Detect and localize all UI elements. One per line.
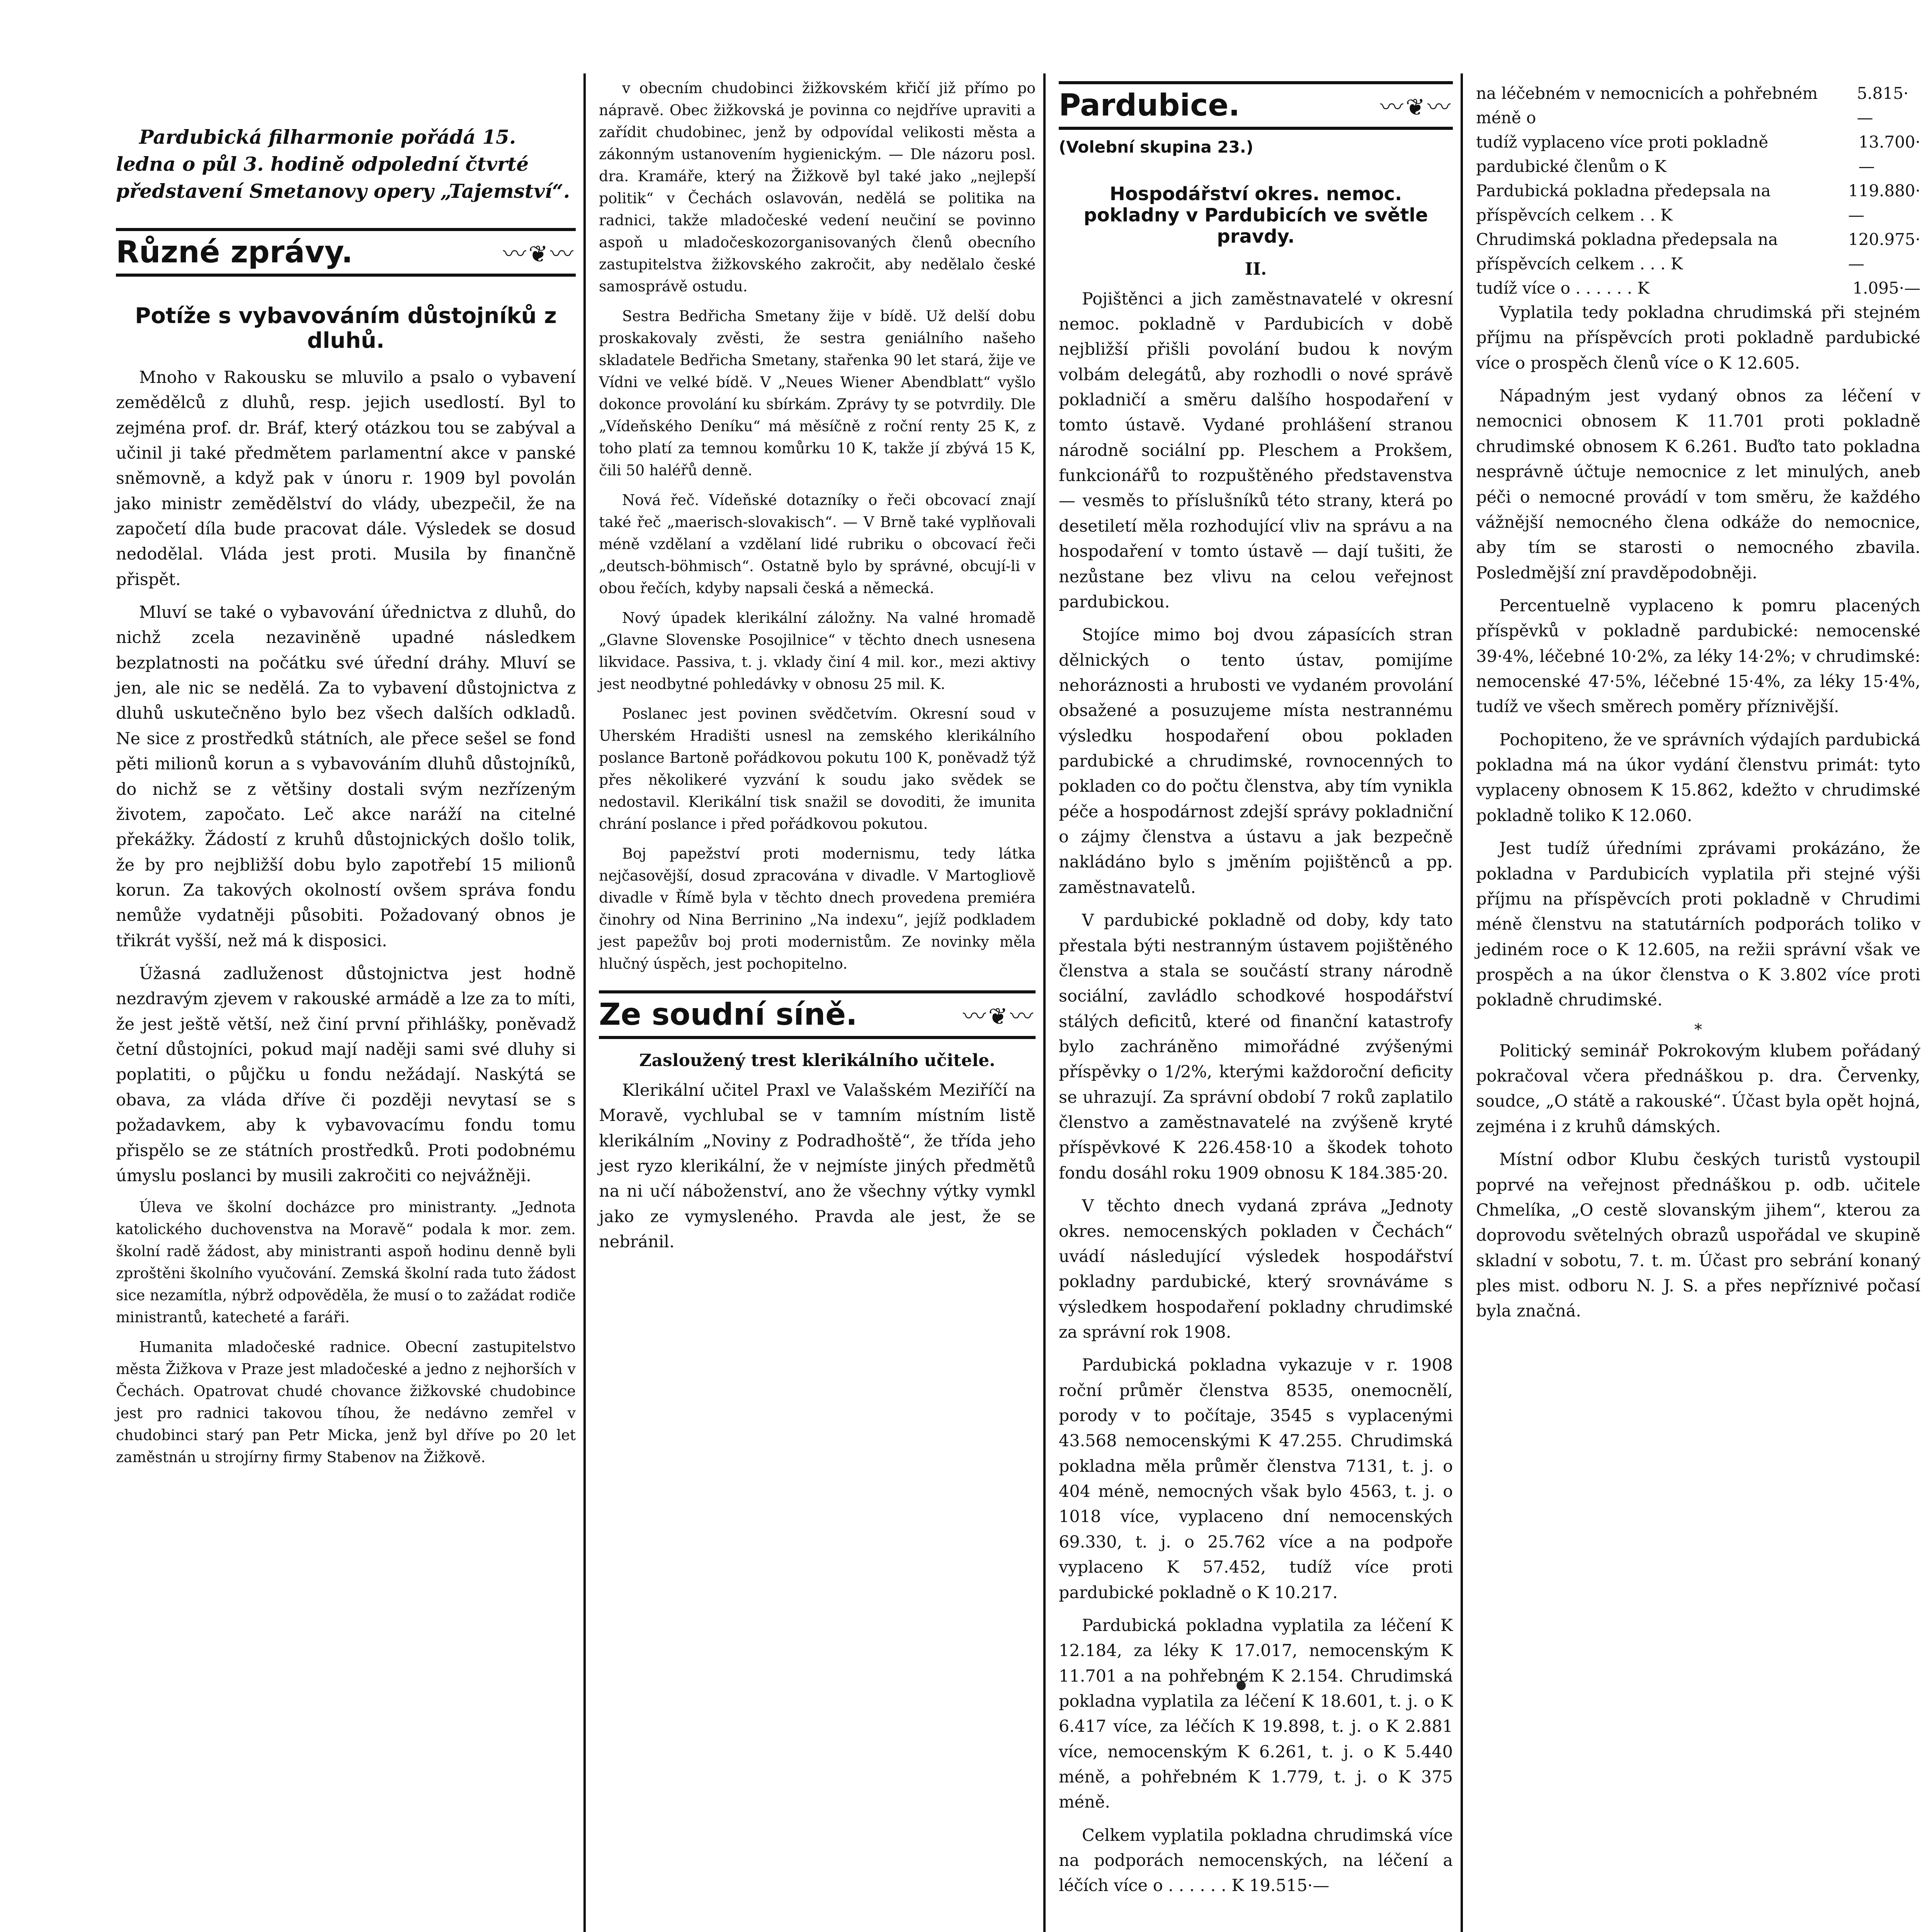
article-paragraph: V těchto dnech vydaná zpráva „Jednoty okres. nemocenských pokladen v Čechách“ uvádí následující výsledek hospodářství pokladny pardubické, který srovnáváme s výsledkem hospodaření pokladny chrudimské za správní rok 1908.	[1059, 1196, 1453, 1342]
article-paragraph: Humanita mladočeské radnice. Obecní zastupitelstvo města Žižkova v Praze jest mladočeské a jedno z nejhorších v Čechách. Opatrovat chudé chovance žižkovské chudobince jest pro radnici takovou tíhou, že nedávno zemřel v chudobinci starý pan Petr Micka, jenž byl dříve po 20 let zaměstnán u strojírny firmy Stabenov na Žižkově.	[116, 1338, 576, 1466]
article-paragraph: Poslanec jest povinen svědčetvím. Okresní soud v Uherském Hradišti usnesl na zemského klerikálního poslance Bartoně pořádkovou pokutu 100 K, poněvadž týž přes několikeré vyzvání k soudu jako svědek se nedostavil. Klerikální tisk snažil se dovoditi, že imunita chrání poslance i před pořádkovou pokutou.	[599, 705, 1036, 832]
row-value: 120.975·—	[1848, 230, 1920, 273]
article-paragraph: Úžasná zadluženost důstojnictva jest hodně nezdravým zjevem v rakouské armádě a lze za to míti, že jest ještě větší, než činí první přihlášky, poněvadž četní důstojníci, pokud mají naději sami své dluhy si poplatiti, o půjčku u fondu nežádají. Naskýtá se obava, za vláda dříve či později nevytasí se s požadavkem, aby k vybavovacímu fondu tomu přispělo se ze státních prostředků. Proti podobnému úmyslu poslanci by musili zakročiti co nejvážněji.	[116, 964, 576, 1185]
finance-table	[1476, 81, 1920, 300]
row-value: 119.880·—	[1848, 181, 1920, 224]
article-paragraph: Politický seminář Pokrokovým klubem pořádaný pokračoval včera přednáškou p. dra. Červenky, soudce, „O státě a rakouské“. Účast byla opět hojná, zejména i z kruhů dámských.	[1476, 1041, 1920, 1136]
section-subtag: (Volební skupina 23.)	[1059, 138, 1253, 156]
ornament-icon: 〰❦〰	[503, 241, 576, 268]
article-paragraph: Pardubická pokladna vykazuje v r. 1908 roční průměr členstva 8535, onemocnělí, porody v to počítaje, 3545 s vyplacenými 43.568 nemocenskými K 47.255. Chrudimská pokladna měla průměr členstva 7131, t. j. o 404 méně, nemocných však bylo 4563, t. j. o 1018 více, vyplaceno dní nemocenských 69.330, t. j. o 25.762 více a na podpoře vyplaceno K 57.452, tudíž více proti pardubické pokladně o K 10.217.	[1059, 1355, 1453, 1602]
article-heading: Potíže s vybavováním důstojníků z dluhů.	[135, 303, 557, 354]
article-paragraph: Jest tudíž úředními zprávami prokázáno, že pokladna v Pardubicích vyplatila při stejné výši příjmu na příspěvcích proti pokladně v Chrudimi méně členstvu na statutárních podporách toliko v jediném roce o K 12.605, na režii správní však ve prospěch a na úkor členstva o K 3.802 více proti pokladně chrudimské.	[1476, 839, 1920, 1010]
article-part-number: II.	[1245, 259, 1267, 279]
article-paragraph: Pardubická pokladna vyplatila za léčení K 12.184, za léky K 17.017, nemocenským K 11.701 a na pohřebném K 2.154. Chrudimská pokladna vyplatila za léčení K 18.601, t. j. o K 6.417 více, za léčích K 19.898, t. j. o K 2.881 více, nemocenským K 6.261, t. j. o K 5.440 méně, a pohřebném K 1.779, t. j. o K 375 méně.	[1059, 1616, 1453, 1812]
finance-row	[1476, 179, 1920, 227]
article-paragraph: Klerikální učitel Praxl ve Valašském Meziříčí na Moravě, vychlubal se v tamním místním listě klerikálním „Noviny z Podradhoště“, že třída jeho jest ryzo klerikální, že v nejmíste jiných předmětů na ni učí náboženství, ano že všechny výtky vymkl jako ze vymysleného. Pravda ale jest, že se nebránil.	[599, 1081, 1036, 1252]
section-banner-misc	[116, 228, 576, 277]
row-label: tudíž vyplaceno více proti pokladně pardubické členům o K	[1476, 133, 1769, 176]
article-paragraph: v obecním chudobinci žižkovském křičí již přímo po nápravě. Obec žižkovská je povinna co nejdříve upraviti a zařídit chudobinec, jenž by odpovídal velikosti města a zákonným ustanovením hygienickým. — Dle názoru posl. dra. Kramáře, který na Žižkově byl také jako „nejlepší politik“ v Čechách oslavován, nedělá se politika na radnici, takže mladočeské vedení neučiní se povinno aspoň u mladočeskozorganisovaných členů obecního zastupitelstva žižkovského zakročit, aby nedělalo české samosprávě ostudu.	[599, 80, 1036, 295]
article-paragraph: Nový úpadek klerikální záložny. Na valné hromadě „Glavne Slovenske Posojilnice“ v těchto dnech usnesena likvidace. Passiva, t. j. vklady činí 4 mil. kor., mezi aktivy jest neodbytné pohledávky v obnosu 25 mil. K.	[599, 609, 1036, 692]
row-label: Chrudimská pokladna předepsala na příspěvcích celkem . . . K	[1476, 230, 1778, 273]
row-value: 13.700·—	[1858, 133, 1920, 176]
column-4	[1464, 77, 1932, 1932]
finance-row	[1476, 227, 1920, 276]
row-label: Pardubická pokladna předepsala na příspěvcích celkem . . K	[1476, 181, 1771, 224]
column-2	[587, 77, 1047, 1932]
article-paragraph: Percentuelně vyplaceno k pomru placených příspěvků v pokladně pardubické: nemocenské 39·4%, léčebné 10·2%, za léky 14·2%; v chrudimské: nemocenské 47·5%, léčebné 15·4%, za léky 15·4%, tudíž ve všech směrech poměry příznivější.	[1476, 596, 1920, 717]
article-paragraph: Pojištěnci a jich zaměstnavatelé v okresní nemoc. pokladně v Pardubicích v době nejbližší přišli povolání budou k novým volbám delegátů, aby rozhodli o nové správě pokladničí a směru dalšího hospodaření v tomto ústavě. Vydané prohlášení stranou národně sociální pp. Pleschem a Prokšem, funkcionářů to rozpuštěného představenstva — vesměs to příslušníků této strany, která po desetiletí měla rozhodující vliv na správu a na hospodaření v tomto ústavě — dají tušiti, že nezůstane bez vlivu na celou veřejnost pardubickou.	[1059, 289, 1453, 612]
article-paragraph: Pochopiteno, že ve správních výdajích pardubická pokladna má na úkor vydání členstvu primát: tyto vyplaceny obnosem K 15.862, kdežto v chrudimské pokladně toliko K 12.060.	[1476, 730, 1920, 825]
article-heading: Zasloužený trest klerikálního učitele.	[639, 1051, 995, 1070]
article-heading: Hospodářství okres. nemoc. pokladny v Pardubicích ve světle pravdy.	[1083, 183, 1428, 248]
ornament-icon: 〰❦〰	[1380, 94, 1453, 121]
column-1	[104, 77, 587, 1932]
article-paragraph: Celkem vyplatila pokladna chrudimská více na podporách nemocenských, na léčení a léčích více o . . . . . . K 19.515·—	[1059, 1825, 1453, 1896]
article-paragraph: Stojíce mimo boj dvou zápasících stran dělnických o tento ústav, pomijíme nehoráznosti a hrubosti ve vydaném provolání obsažené a posuzujeme místa nestrannému výsledku hospodaření obou pokladen pardubické a chrudimské, rovnocenných to pokladen co do počtu členstva, aby tím vynikla péče a hospodárnost zdejší správy pokladniční o zájmy členstva a ústavu a jak bezpečně nakládáno bylo s jměním pojištěnců a pp. zaměstnavatelů.	[1059, 625, 1453, 897]
article-paragraph: V pardubické pokladně od doby, kdy tato přestala býti nestranným ústavem pojištěného členstva a stala se součástí strany národně sociální, zavládlo schodkové hospodářství stálých deficitů, které od finanční katastrofy bylo zachráněno mimořádné zvýšenými příspěvky o 1/2%, kterými každoroční deficity se uhrazují. Za správní období 7 roků zaplatilo členstvo a zaměstnavatelé na zvýšeně kryté příspěvkové K 226.458·10 a škodek tohoto fondu dosáhl roku 1909 obnosu K 184.385·20.	[1059, 911, 1453, 1183]
column-3	[1047, 77, 1464, 1932]
finance-row	[1476, 276, 1920, 300]
section-title: Ze soudní síně.	[599, 997, 857, 1032]
article-paragraph: Mnoho v Rakousku se mluvilo a psalo o vybavení zemědělců z dluhů, resp. jejich usedlostí. Byl to zejména prof. dr. Bráf, který otázkou tou se zabýval a učinil ji také předmětem parlamentní akce v panské sněmovně, a když pak v únoru r. 1909 byl povolán jako ministr zemědělství do vlády, ubezpečil, že na započetí díla bude pracovat dále. Výsledek se dosud nedodělal. Vláda jest proti. Musila by finančně přispět.	[116, 367, 576, 589]
row-label: na léčebném v nemocnicích a pohřebném méně o	[1476, 84, 1818, 127]
finance-row	[1476, 81, 1920, 130]
article-paragraph: Místní odbor Klubu českých turistů vystoupil poprvé na veřejnost přednáškou p. odb. učitele Chmelíka, „O cestě slovanským jihem“, kterou za doprovodu světelných obrazů uspořádal ve skupině skladní v sobotu, 7. t. m. Účast pro sebrání konaný ples mist. odboru N. J. S. a přes nepříznivé počasí byla značná.	[1476, 1150, 1920, 1321]
row-label: tudíž více o . . . . . . K	[1476, 279, 1650, 298]
separator-asterisk: *	[1694, 1020, 1702, 1039]
article-paragraph: Boj papežství proti modernismu, tedy látka nejčasovější, dosud zpracována v divadle. V Martogliově divadle v Římě byla v těchto dnech provedena premiéra činohry od Nina Berrinino „Na indexu“, jejíž podkladem jest papežův boj proti modernistům. Ze novinky měla hlučný úspěch, jest pochopitelno.	[599, 845, 1036, 972]
section-title: Pardubice.	[1059, 88, 1240, 123]
philharmonic-notice: Pardubická filharmonie pořádá 15. ledna o půl 3. hodině odpolední čtvrté představení Smetanovy opery „Tajemství“.	[116, 126, 570, 202]
article-paragraph: Nová řeč. Vídeňské dotazníky o řeči obcovací znají také řeč „maerisch-slovakisch“. — V Brně také vyplňovali méně vzdělaní a vzdělaní lidé rubriku o obcovací řeči „deutsch-böhmisch“. Ostatně bylo by správné, obcují-li v obou řečích, kdyby napsali česká a německá.	[599, 492, 1036, 597]
ornament-icon: 〰❦〰	[963, 1003, 1036, 1030]
section-banner-pardubice	[1059, 81, 1453, 130]
row-value: 5.815·—	[1857, 84, 1909, 127]
article-paragraph: Mluví se také o vybavování úřednictva z dluhů, do nichž zcela nezaviněně upadné následkem bezplatnosti na počátku své úřední dráhy. Mluví se jen, ale nic se nedělá. Za to vybavení důstojnictva z dluhů uskutečněno bylo bez všech dalších odkladů. Ne sice z prostředků státních, ale přece sešel se fond pěti milionů korun a s vybavováním dluhů důstojníků, do nichž se z většiny dostali svým nezřízeným životem, započato. Leč akce naráží na citelné překážky. Žádostí z kruhů důstojnických došlo tolik, že by pro nejbližší dobu bylo zapotřebí 15 milionů korun. Za takových okolností ovšem správa fondu nemůže vydatněji působiti. Požadovaný obnos je třikrát vyšší, než má k disposici.	[116, 603, 576, 951]
row-value: 1.095·—	[1852, 279, 1920, 298]
section-title: Různé zprávy.	[116, 235, 353, 270]
section-banner-court	[599, 990, 1036, 1039]
article-paragraph: Úleva ve školní docházce pro ministranty. „Jednota katolického duchovenstva na Moravě“ podala k mor. zem. školní radě žádost, aby ministranti aspoň hodinu denně byli zproštěni školního vyučování. Zemská školní rada tuto žádost sice nezamítla, nýbrž odpověděla, že musí o to zažádat rodiče ministrantů, katecheté a faráři.	[116, 1199, 576, 1326]
finance-row	[1476, 130, 1920, 179]
article-paragraph: Vyplatila tedy pokladna chrudimská při stejném příjmu na příspěvcích proti pokladně pardubické více o prospěch členů více o K 12.605.	[1476, 303, 1920, 373]
article-paragraph: Nápadným jest vydaný obnos za léčení v nemocnici obnosem K 11.701 proti pokladně chrudimské obnosem K 6.261. Buďto tato pokladna nesprávně účtuje nemocnice z let minulých, aneb péči o nemocné provádí v tom směru, že každého vážnější nemocného člena odkáže do nemocnice, aby tím se starosti o nemocného zbavila. Posledmější zní pravděpodobněji.	[1476, 386, 1920, 583]
article-paragraph: Sestra Bedřicha Smetany žije v bídě. Už delší dobu proskakovaly zvěsti, že sestra geniálního našeho skladatele Bedřicha Smetany, stařenka 90 let stará, žije ve Vídni ve velké bídě. V „Neues Wiener Abendblatt“ vyšlo dokonce provolání ku sbírkám. Zprávy ty se potvrdily. Dle „Vídeňského Deníku“ má měsíčně z roční renty 25 K, z toho platí za temnou komůrku 10 K, takže jí zbývá 15 K, čili 50 haléřů denně.	[599, 308, 1036, 479]
